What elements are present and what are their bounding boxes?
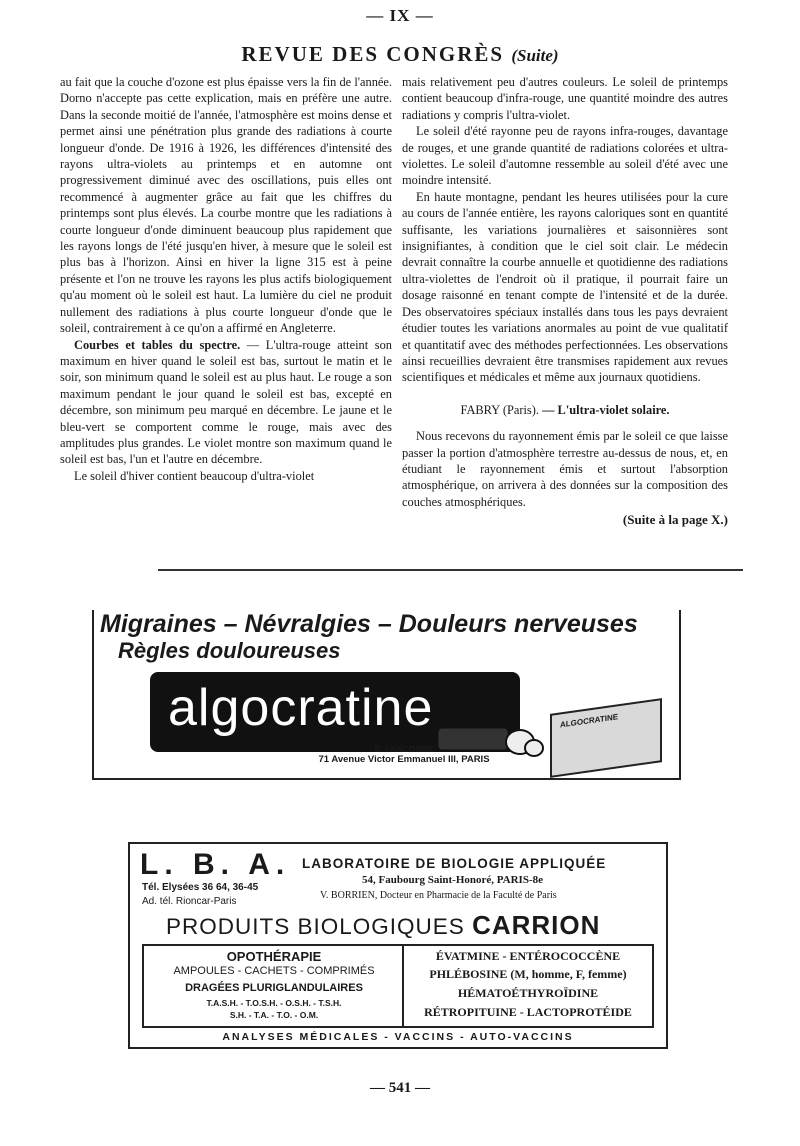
product-box-label: ALGOCRATINE — [560, 712, 619, 730]
article-heading — [402, 402, 728, 418]
products-title — [166, 910, 600, 941]
ad-headline: Migraines – Névralgies – Douleurs nerveuses — [100, 610, 638, 638]
product-left-5: S.H. - T.A. - T.O. - O.M. — [229, 1010, 319, 1020]
product-left-4: T.A.S.H. - T.O.S.H. - O.S.H. - T.S.H. — [206, 998, 342, 1008]
page-folio: — IX — — [366, 6, 434, 25]
left-paragraph-2-text: — L'ultra-rouge atteint son maximum en hiver quand le soleil est bas, surtout le matin et le soir, son minimum quand le soleil est au plus haut. Le rouge a son maximum pendant le jour quand le soleil est bas, excepté en décembre, son minimum peu marqué en décembre. Le jaune et le bleu-vert se comportent comme le rouge, mais avec des amplitudes plus grandes. Le violet montre son maximum quand le soleil est bas, l'un et l'autre en décembre. — [60, 337, 392, 467]
separator-rule — [158, 569, 743, 571]
lab-name: LABORATOIRE DE BIOLOGIE APPLIQUÉE — [302, 856, 607, 871]
lab-director: V. BORRIEN, Docteur en Pharmacie de la Faculté de Paris — [320, 890, 557, 901]
maker-info — [274, 744, 534, 765]
maker-name: E. LANCOSME — [374, 744, 434, 754]
products-label: PRODUITS BIOLOGIQUES — [166, 914, 465, 939]
page-title — [0, 42, 800, 67]
title-suite: (Suite) — [511, 46, 559, 65]
product-right-4: RÉTROPITUINE - LACTOPROTÉIDE — [424, 1005, 632, 1019]
ad-subheadline: Règles douloureuses — [118, 638, 341, 663]
lab-address: 54, Faubourg Saint-Honoré, PARIS-8e — [362, 874, 543, 886]
article-title: — L'ultra-violet solaire. — [542, 402, 670, 417]
brand-name: algocratine — [168, 679, 434, 737]
lba-logo: L. B. A. — [140, 848, 291, 881]
left-column — [60, 74, 392, 484]
lba-ad — [128, 842, 668, 1049]
section-heading: Courbes et tables du spectre. — [74, 337, 241, 352]
product-left-2: AMPOULES - CACHETS - COMPRIMÉS — [173, 965, 375, 977]
product-left-1: OPOTHÉRAPIE — [226, 949, 322, 964]
products-brand: CARRION — [472, 910, 601, 940]
right-paragraph-1: mais relativement peu d'autres couleurs. Le soleil de printemps contient beaucoup d'infra-rouge, une quantité moindre des autres radiations y compris l'ultra-violet. — [402, 75, 728, 122]
maker-address: 71 Avenue Victor Emmanuel III, PARIS — [318, 754, 490, 765]
left-paragraph-3: Le soleil d'hiver contient beaucoup d'ultra-violet — [74, 468, 315, 483]
products-divider — [402, 946, 404, 1026]
left-paragraph-1: au fait que la couche d'ozone est plus épaisse vers la fin de l'année. Dorno n'accepte pas cette explication, mais en préfère une autre. Dans la seconde moitié de l'année, l'atmosphère est moins dense et permet ainsi une pénétration plus grande des radiations à courte longueur d'onde. De 1916 à 1926, les différences d'intensité des rayons ultra-violets au printemps et en automne ont progressivement diminué avec des oscillations, puis elles ont recommencé à augmenter grâce au fait que les chiffres du printemps sont plus élevés. La courbe montre que les radiations à courte longueur d'onde diminuent beaucoup plus rapidement que les rayons longs de l'été jusqu'en hiver, à mesure que le soleil est plus bas à l'horizon. Ainsi en hiver la ligne 315 est à peine présente et l'on ne trouve les rayons les plus actifs biologiquement qu'au moment où le soleil est haut. La lumière du ciel ne produit nullement des radiations à plus courte longueur d'onde que le soleil, contrairement à ce qu'on a affirmé en Angleterre. — [60, 75, 392, 336]
product-right-3: HÉMATOÉTHYROÏDINE — [457, 986, 599, 1000]
product-box-icon — [550, 698, 662, 778]
right-paragraph-2: Le soleil d'été rayonne peu de rayons infra-rouges, davantage de rouges, et une grande quantité de radiations colorées et ultra-violettes. Le soleil d'automne ressemble au soleil d'été avec une moindre intensité. — [402, 124, 728, 188]
product-right-1: ÉVATMINE - ENTÉROCOCCÈNE — [435, 949, 621, 963]
title-text: REVUE DES CONGRÈS — [241, 42, 505, 66]
lba-footer: ANALYSES MÉDICALES - VACCINS - AUTO-VACCINS — [222, 1031, 574, 1043]
left-paragraph-2 — [60, 337, 392, 468]
right-paragraph-3: En haute montagne, pendant les heures utilisées pour la cure au cours de l'année entière, les rayons caloriques sont en quantité suffisante, les variations journalières et saisonnières sont insignifiantes, à condition que le ciel soit clair. Le médecin devrait connaître la courbe annuelle et quotidienne des radiations ultra-violettes de l'endroit où il pratique, il pourrait faire un dosage raisonné en tenant compte de l'intensité et de la durée. Des observatoires spéciaux installés dans tous les pays devraient étudier toutes les variations anormales au point de vue qualitatif et quantitatif avec des méthodes perfectionnées. Les observations ainsi recueillies devraient être transmises rapidement aux revues scientifiques et médicales et même aux journaux quotidiens. — [402, 189, 728, 385]
lba-telegraph: Ad. tél. Rioncar-Paris — [142, 896, 237, 907]
product-left-3: DRAGÉES PLURIGLANDULAIRES — [185, 982, 363, 994]
continuation-note: (Suite à la page X.) — [622, 512, 728, 528]
right-paragraph-4: Nous recevons du rayonnement émis par le soleil ce que laisse passer la portion d'atmosphère terrestre au-dessus de nous, et, en étudiant le rayonnement émis et surtout l'absorption atmosphérique, on arrivera à des données sur la composition des couches atmosphériques. — [402, 429, 728, 509]
products-box — [142, 944, 654, 1028]
algocratine-ad — [92, 610, 681, 780]
lba-telephone: Tél. Elysées 36 64, 36-45 — [142, 882, 259, 893]
article-author: FABRY (Paris). — [460, 402, 539, 417]
page-number: — 541 — — [370, 1080, 430, 1096]
right-column — [402, 74, 728, 529]
product-right-2: PHLÉBOSINE (M, homme, F, femme) — [429, 967, 627, 981]
